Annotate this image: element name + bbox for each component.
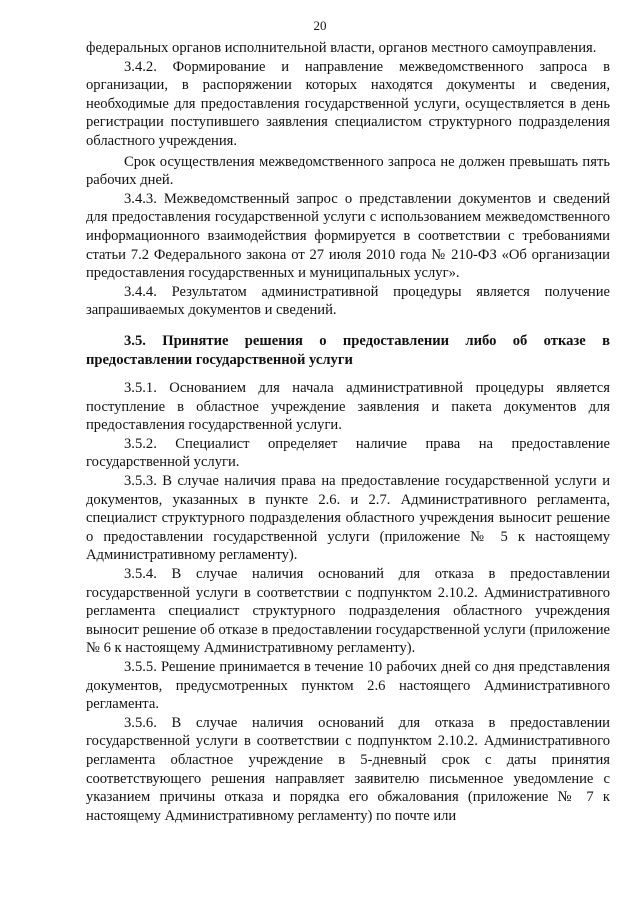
paragraph-3-5-2: 3.5.2. Специалист определяет наличие права на предоставление государственной услуги. <box>86 435 610 471</box>
paragraph-3-5-3: 3.5.3. В случае наличия права на предоставление государственной услуги и документов, указанных в пункте 2.6. и 2.7. Административного регламента, специалист структурного подразделения областного учреждения выносит решение о предоставлении государственной услуги (приложение № 5 к настоящему Административному регламенту). <box>86 473 610 564</box>
paragraph-3-4-3: 3.4.3. Межведомственный запрос о представлении документов и сведений для предоставления государственной услуги с использованием межведомственного информационного взаимодействия формируется в соответствии с требованиями статьи 7.2 Федерального закона от 27 июля 2010 года № 210-ФЗ «Об организации предоставления государственных и муниципальных услуг». <box>86 190 610 282</box>
section-heading-3-5: 3.5. Принятие решения о предоставлении либо об отказе в предоставлении государственной услуги <box>86 332 610 368</box>
paragraph-3-5-4: 3.5.4. В случае наличия оснований для отказа в предоставлении государственной услуги в соответствии с подпунктом 2.10.2. Административного регламента специалист структурного подразделения областного учреждения выносит решение об отказе в предоставлении государственной услуги (приложение № 6 к настоящему Административному регламенту). <box>86 566 610 657</box>
paragraph-continued: федеральных органов исполнительной власти, органов местного самоуправления. <box>86 40 597 56</box>
document-body <box>86 39 610 825</box>
paragraph-3-4-4: 3.4.4. Результатом административной процедуры является получение запрашиваемых документов и сведений. <box>86 283 610 319</box>
paragraph-3-5-6: 3.5.6. В случае наличия оснований для отказа в предоставлении государственной услуги в соответствии с подпунктом 2.10.2. Административного регламента областное учреждение в 5-дневный срок с даты принятия соответствующего решения направляет заявителю письменное уведомление с указанием причины отказа и порядка его обжалования (приложение № 7 к настоящему Административному регламенту) по почте или <box>86 714 610 824</box>
paragraph-3-5-5: 3.5.5. Решение принимается в течение 10 рабочих дней со дня представления документов, предусмотренных пунктом 2.6 настоящего Административного регламента. <box>86 659 610 713</box>
paragraph-3-4-2: 3.4.2. Формирование и направление межведомственного запроса в организации, в распоряжении которых находятся документы и сведения, необходимые для предоставления государственной услуги, осуществляется в день регистрации поступившего заявления специалистом структурного подразделения областного учреждения. <box>86 58 610 149</box>
page-number: 20 <box>313 18 327 33</box>
paragraph-3-5-1: 3.5.1. Основанием для начала административной процедуры является поступление в областное учреждение заявления и пакета документов для предоставления государственной услуги. <box>86 380 610 434</box>
paragraph-request-term: Срок осуществления межведомственного запроса не должен превышать пять рабочих дней. <box>86 153 610 189</box>
